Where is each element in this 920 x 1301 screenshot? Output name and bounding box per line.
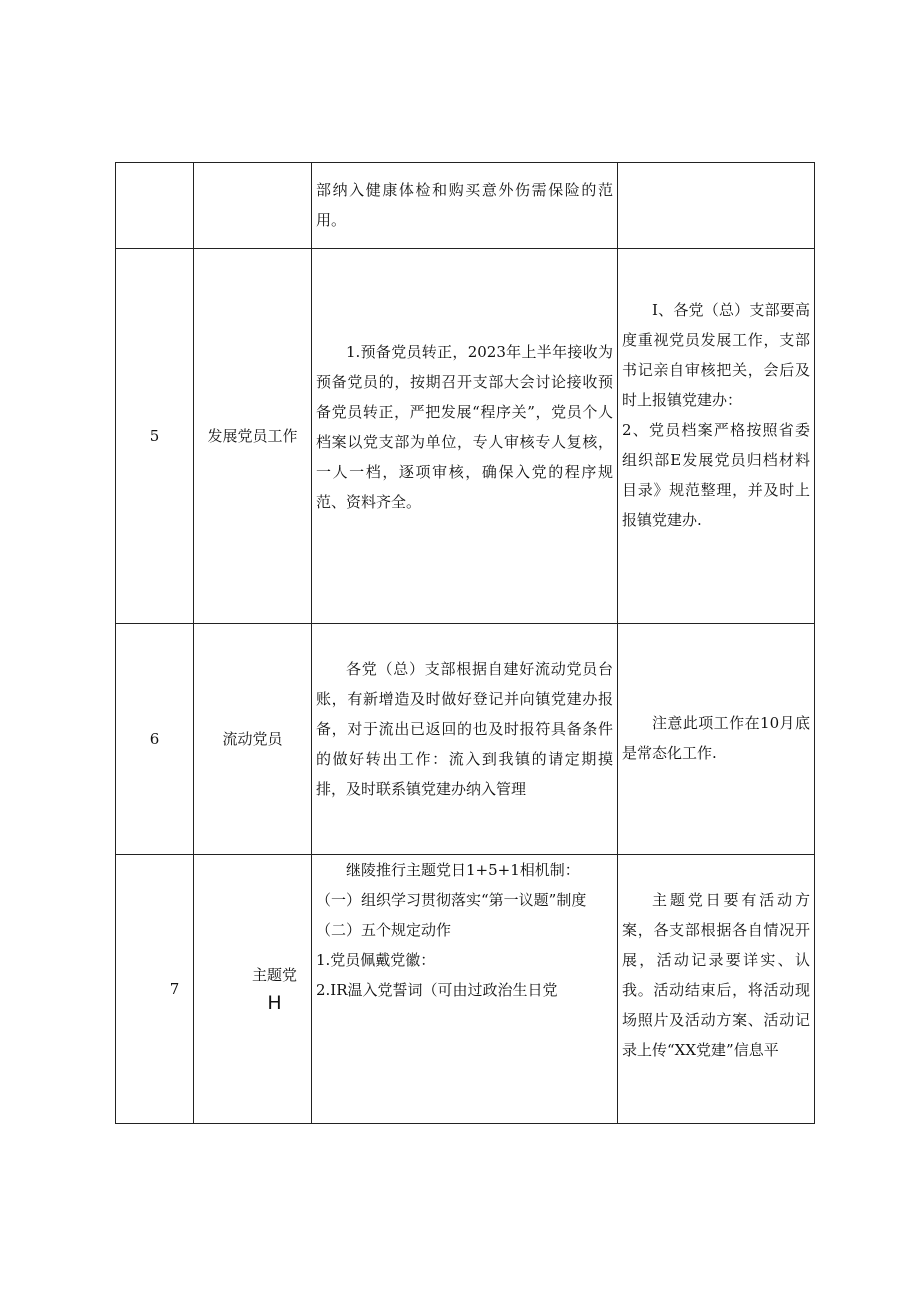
note-paragraph: 注意此项工作在10月底是常态化工作. (622, 714, 810, 762)
content-paragraph: 1.预备党员转正，2023年上半年接收为预备党员的，按期召开支部大会讨论接收预备党员转正，严把发展“程序关”，党员个人档案以党支部为单位，专人审核专人复核，一人一档，逐项审核，确保入党的程序规范、资料齐全。 (316, 343, 613, 511)
table-row (116, 163, 815, 249)
row-name-cell (194, 855, 312, 1124)
row-number-cell (116, 163, 194, 249)
note-paragraph: I、各党（总）支部要高度重视党员发展工作，支部书记亲自审核把关，会后及时上报镇党建办： (622, 301, 810, 409)
row-name-text: 主题党 (251, 966, 297, 984)
content-paragraph: 1.党员佩戴党徽： (316, 951, 436, 969)
row-content-cell (312, 624, 618, 855)
row-name-cell: 发展党员工作 (194, 249, 312, 624)
content-paragraph: （二）五个规定动作 (316, 921, 452, 939)
row-name-cell: 流动党员 (194, 624, 312, 855)
row-name-extra: H (267, 992, 282, 1014)
row-name-cell (194, 163, 312, 249)
row-content-cell (312, 163, 618, 249)
note-paragraph: 主题党日要有活动方案，各支部根据各自情况开展，活动记录要详实、认我。活动结束后，将活动现场照片及活动方案、活动记录上传“XX党建”信息平 (622, 891, 810, 1059)
table-row (116, 249, 815, 624)
content-paragraph: （一）组织学习贯彻落实“第一议题”制度 (316, 891, 587, 909)
row-number-cell: 7 (116, 855, 194, 1124)
content-paragraph: 部纳入健康体检和购买意外伤需保险的范用。 (316, 181, 613, 229)
row-note-cell (618, 249, 815, 624)
row-number-cell: 6 (116, 624, 194, 855)
note-paragraph: 2、党员档案严格按照省委组织部E发展党员归档材料目录》规范整理，并及时上报镇党建办. (622, 421, 810, 529)
content-paragraph: 各党（总）支部根据自建好流动党员台账，有新增造及时做好登记并向镇党建办报备，对于流出已返回的也及时报符具备条件的做好转出工作：流入到我镇的请定期摸排，及时联系镇党建办纳入管理 (316, 660, 613, 798)
row-note-cell (618, 624, 815, 855)
row-note-cell (618, 163, 815, 249)
table-row (116, 855, 815, 1124)
table-row (116, 624, 815, 855)
work-plan-table (115, 162, 815, 1124)
row-content-cell (312, 249, 618, 624)
content-paragraph: 继陵推行主题党日1+5+1相机制： (346, 861, 580, 879)
row-note-cell (618, 855, 815, 1124)
content-paragraph: 2.IR温入党誓词（可由过政治生日党 (316, 981, 558, 999)
row-content-cell (312, 855, 618, 1124)
row-number-cell: 5 (116, 249, 194, 624)
